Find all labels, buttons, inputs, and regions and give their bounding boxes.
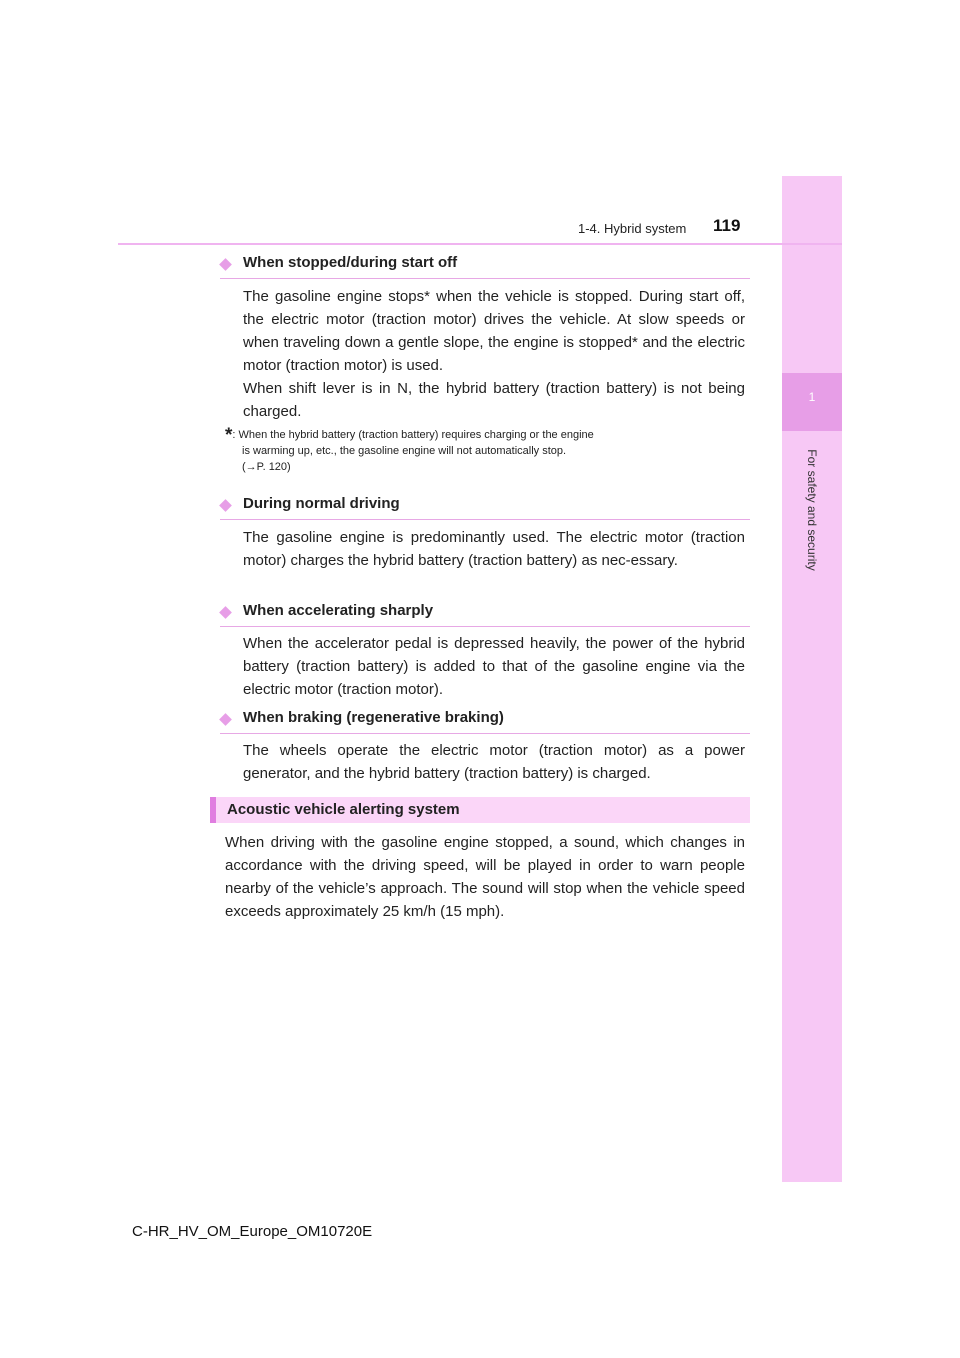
subsection-heading-text: When stopped/during start off (243, 254, 458, 271)
section-bar-accent (210, 797, 216, 823)
subsection-heading-text: During normal driving (243, 495, 400, 512)
section-title-bar (210, 797, 750, 823)
paragraph: When shift lever is in N, the hybrid battery (traction battery) is not being charged. (243, 380, 745, 420)
paragraph: The gasoline engine is predominantly used. The electric motor (traction motor) charges the hybrid battery (traction battery) as nec-essary. (243, 529, 745, 569)
diamond-bullet-icon (219, 499, 232, 512)
footnote-page-reference: (→P. 120) (242, 461, 291, 473)
subsection-heading-stopped (220, 254, 750, 279)
section-header-title: 1-4. Hybrid system (578, 221, 687, 236)
footnote (225, 425, 745, 475)
section-body-paragraph: When driving with the gasoline engine stopped, a sound, which changes in accordance with the driving speed, will be played in order to warn people nearby of the vehicle’s approach. The sound will stop when the vehicle speed exceeds approximately 25 km/h (15 mph). (225, 834, 745, 920)
footnote-marker: * (225, 425, 233, 446)
diamond-bullet-icon (219, 258, 232, 271)
chapter-number: 1 (808, 390, 816, 404)
footnote-text-line-1: : When the hybrid battery (traction battery) requires charging or the engine (232, 429, 594, 441)
subsection-heading-normal-driving (220, 495, 750, 520)
subsection-heading-text: When braking (regenerative braking) (243, 709, 504, 726)
diamond-bullet-icon (219, 713, 232, 726)
diamond-bullet-icon (219, 606, 232, 619)
subsection-heading-braking (220, 709, 750, 734)
paragraph: When the accelerator pedal is depressed heavily, the power of the hybrid battery (traction battery) is added to that of the gasoline engine via the electric motor (traction motor). (243, 635, 745, 698)
chapter-tab (782, 373, 842, 431)
section-title: Acoustic vehicle alerting system (227, 801, 460, 818)
subsection-heading-text: When accelerating sharply (243, 602, 434, 619)
subsection-heading-accelerating (220, 602, 750, 627)
page-number: 119 (713, 216, 741, 235)
chapter-label: For safety and security (805, 449, 819, 571)
chapter-side-strip (782, 176, 842, 1182)
footnote-text-line-2: is warming up, etc., the gasoline engine will not automatically stop. (242, 445, 567, 457)
header-divider (118, 243, 842, 245)
document-id: C-HR_HV_OM_Europe_OM10720E (132, 1223, 373, 1240)
paragraph: The wheels operate the electric motor (traction motor) as a power generator, and the hybrid battery (traction battery) is charged. (243, 742, 745, 782)
paragraph: The gasoline engine stops* when the vehicle is stopped. During start off, the electric motor (traction motor) drives the vehicle. At slow speeds or when traveling down a gentle slope, the engine is stopped* and the electric motor (traction motor) is used. (243, 288, 745, 374)
